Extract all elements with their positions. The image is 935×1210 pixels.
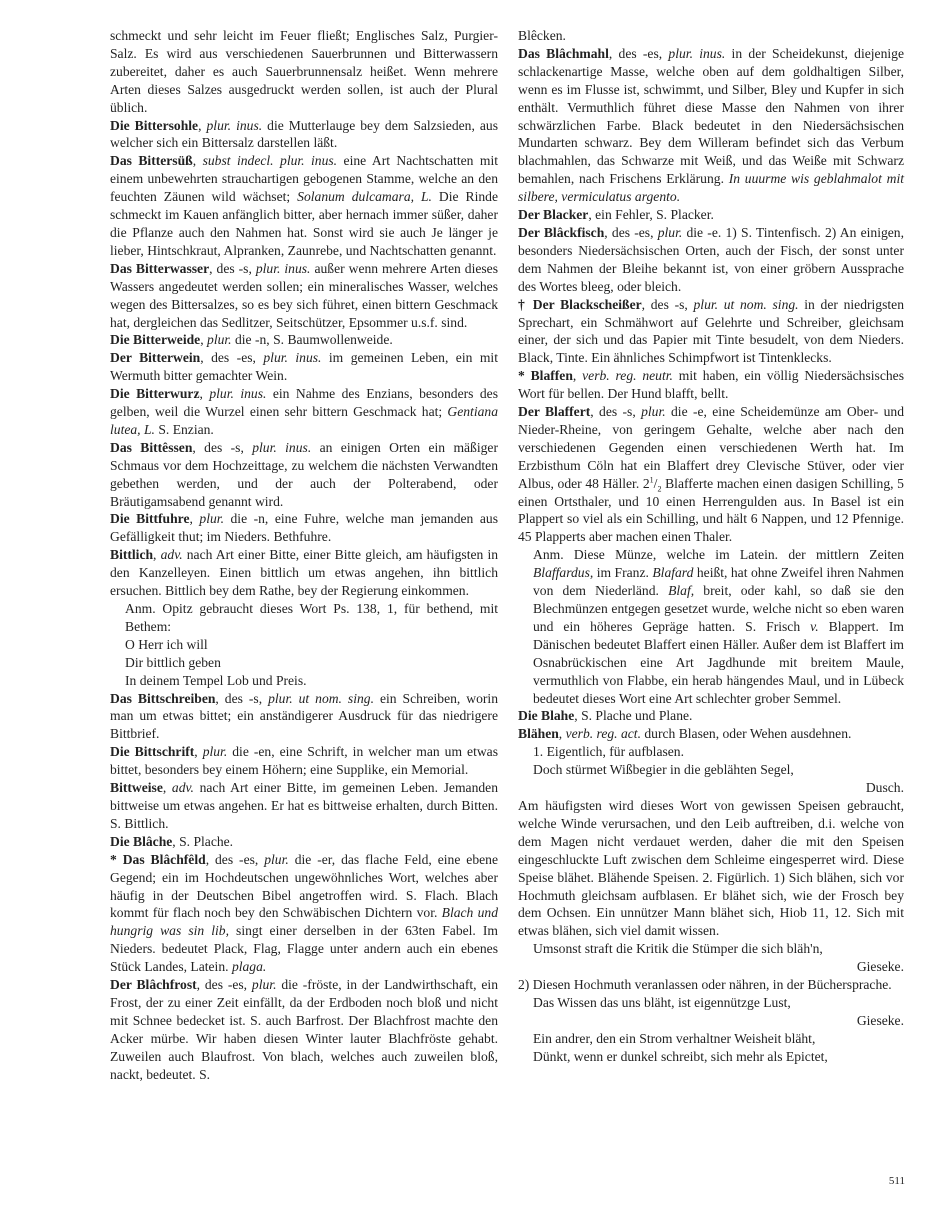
right-column [518,27,904,1066]
dictionary-entry [518,45,904,206]
page-number: 511 [888,1175,905,1187]
dictionary-entry [110,117,498,153]
text-run: ein Nahme des Enzians, besonders des gelben, weil die Wurzel einen sehr bittern Geschmack hat; [110,386,499,420]
dictionary-entry [110,851,498,976]
italic-text: plur. inus. [206,117,263,133]
text-run: breit, oder kahl, so daß sie den Blechmünzen entgegen gesetzet wurde, welche nicht so eben waren und ein höheres Gepräge hatten. S. Frisch [533,583,904,634]
dictionary-entry [518,27,904,45]
quote-source [518,958,904,976]
headword: Das Bittêssen [110,439,193,455]
dictionary-entry [110,27,498,117]
text-run: , S. Plache und Plane. [574,708,693,724]
headword: * Blaffen [518,368,573,384]
dictionary-entry [110,546,498,600]
text-run: nach Art einer Bitte, einer Bitte gleich, am häufigsten in den Kanzelleyen. Einen bittlich um etwas angehen, ihn bittlich ersuchen. Bittlich bey dem Rathe, bey der Regierung einkommen. [110,547,499,599]
italic-text: In uuurme wis geblahmalot mit silbere, vermiculatus argento. [518,171,904,205]
headword: Die Bitterwurz [110,386,200,402]
annotation-paragraph [518,546,904,707]
text-run: , [162,780,172,796]
verse-line [110,636,498,654]
dictionary-entry [518,797,904,940]
text-run: Dusch. [865,780,904,796]
italic-text: plur. [199,511,224,527]
headword: Das Blâchmahl [518,45,609,61]
italic-text: v. [810,618,819,634]
dictionary-entry [518,367,904,403]
headword: Bittlich [110,547,154,563]
text-run: an einigen Orten ein mäßiger Schmaus vor dem Hochzeittage, zu welchem die nächsten Verwandten gebethen werden, und der auch der Polterabend, oder Bräutigamsabend genannt wird. [110,439,498,509]
text-run: in der Scheidekunst, diejenige schlackenartige Masse, welche oben auf dem goldhaltigen Silber, wenn es im Flusse ist, schwimmt, und Silber, Bley und Kupfer in sich enthält. Vermuthlich führet diese Masse den Nahmen von ihrer schwärzlichen Farbe. Black bedeutet in den Niedersächsischen Mundarten schwarz. Bey dem Willeram befindet sich das Verbum blachmahlen, das Schwarze mit Weiß, und das Weiße mit Schwarz bemahlen, nach Frischens Erklärung. [518,45,904,187]
text-run: eine Art Nachtschatten mit einem unbewehrten strauchartigen gebogenen Stamme, welche an den feuchten Zäunen wild wächset; [110,153,499,205]
quote-source [518,779,904,797]
italic-text: Blafard [652,565,694,581]
text-run: , des -s, [641,296,694,312]
text-run: im Franz. [593,565,653,581]
italic-text: Gentiana lutea, L. [110,404,498,437]
text-run: Blappert. Im Dänischen bedeutet Blaffert einen Häller. Außer dem ist Blaffert im Osnabrückischen eine Art Jagdhunde mit breitem Maule, vermuthlich von Flabbe, ein herab hängendes Maul, und in Lübeck bedeutet dieses Wort eine Art schlechter grober Semmel. [533,618,905,706]
text-run: die -e, eine Scheidemünze am Ober- und Nieder-Rheine, von geringem Gehalte, welche aber nach den verschiedenen Gegenden einen verschiedenen Werth hat. Im Erzbisthum Cöln hat ein Blaffert drey Clevische Stüver, oder vier Albus, oder 48 Häller. 2 [518,404,904,491]
headword: Blähen [518,726,559,742]
verse-line [518,1030,904,1048]
sense-paragraph [518,743,904,761]
dictionary-entry [110,385,498,439]
text-run: In deinem Tempel Lob und Preis. [125,672,307,688]
dictionary-entry [110,331,498,349]
verse-line [518,1048,904,1066]
text-run: , des -s, [215,690,269,706]
italic-text: Blaffardus, [533,565,594,581]
text-run: Gieseke. [856,959,904,975]
text-run: singt einer derselben in der 63ten Fabel. Im Nieders. bedeutet Plack, Flag, Flagge unter andern auch ein ebenes Stück Landes, Latein. [110,923,498,975]
text-run: Dünkt, wenn er dunkel schreibt, sich mehr als Epictet, [533,1048,828,1064]
text-run: , des -es, [205,851,265,867]
text-run: Dir bittlich geben [125,654,221,670]
text-run: Ein andrer, den ein Strom verhaltner Weisheit bläht, [533,1030,816,1046]
italic-text: Blaf, [668,583,695,599]
dictionary-entry [518,206,904,224]
text-run: Anm. Diese Münze, welche im Latein. der mittlern Zeiten [533,547,904,563]
text-run: die -e. 1) S. Tintenfisch. 2) An einigen, besonders Niedersächsischen Orten, auch der Fisch, der sonst unter dem Nahmen der Bleihe bekannt ist, von einer gröbern Aussprache des Wortes bleeg, oder bleich. [518,224,905,294]
headword: Die Blahe [518,708,575,724]
headword: Das Bitterwasser [110,260,210,276]
headword: * Das Blâchfêld [110,851,206,867]
text-run: , [194,744,203,760]
text-run: mit haben, ein völlig Niedersächsisches Wort für bellen. Der Hund blafft, bellt. [518,368,904,402]
headword: Bittweise [110,780,163,796]
text-run: Das Wissen das uns bläht, ist eigennützge Lust, [533,994,791,1010]
headword: Der Bitterwein [110,350,201,366]
italic-text: adv. [171,780,194,796]
italic-text: plur. inus. [252,439,312,455]
text-run: Blêcken. [518,28,566,43]
italic-text: plur. [264,851,289,867]
headword: Die Bittersohle [110,117,199,133]
text-run: , [200,332,208,348]
text-run: , des -es, [604,224,658,240]
italic-text: plur. inus. [263,350,322,366]
italic-text: plur. [657,224,683,240]
italic-text: plur. inus. [209,386,267,402]
text-run: , [192,153,203,169]
headword: Der Blâckfisch [518,224,605,240]
text-run: die Mutterlauge bey dem Salzsieden, aus welcher sich ein Bittersalz darstellen läßt. [110,117,498,151]
italic-text: plur. [251,977,277,993]
text-run: heißt, hat ohne Zweifel ihren Nahmen von dem Niederländ. [533,565,904,599]
verse-line [518,994,904,1012]
italic-text: plur. [207,332,232,348]
italic-text: plur. ut nom. sing. [693,296,799,312]
text-run: , [189,511,200,527]
italic-text: plur. [202,744,228,760]
text-run: , [198,117,207,133]
text-run: , ein Fehler, S. Placker. [588,207,714,223]
text-run: Umsonst straft die Kritik die Stümper die sich bläh'n, [533,941,823,957]
text-run: , [199,386,210,402]
text-run: , des -es, [196,977,252,993]
text-run: / [653,475,658,491]
dictionary-entry [518,224,904,296]
dictionary-entry [110,260,498,332]
text-run: 1. Eigentlich, für aufblasen. [533,744,684,760]
verse-line [110,654,498,672]
text-run: Die Rinde schmeckt im Kauen anfänglich bitter, aber hernach immer süßer, daher die Pflanze auch den Nahmen hat. Sonst wird sie auch Je länger je lieber, Hintschkraut, Alpranken, Zaunrebe, und Nachtschatten genannt. [110,189,498,258]
text-run: , des -s, [192,439,253,455]
text-run: nach Art einer Bitte, im gemeinen Leben. Jemanden bittweise um etwas angehen. Er hat es bittweise erhalten, durch Bitten. S. Bittlich. [110,780,498,831]
dictionary-entry [110,349,498,385]
italic-text: adv. [160,547,183,563]
dictionary-entry [110,690,498,744]
italic-text: Solanum dulcamara, L. [297,189,432,205]
text-run: , des -es, [608,45,669,61]
dictionary-entry [110,152,498,259]
text-run: 2) Diesen Hochmuth veranlassen oder nähren, in der Büchersprache. [518,977,892,993]
text-run: , [153,547,161,563]
text-run: im gemeinen Leben, ein mit Wermuth bitter gemachter Wein. [110,350,498,384]
verse-line [518,940,904,958]
text-run: die -n, S. Baumwollenweide. [231,332,393,348]
text-run: schmeckt und sehr leicht im Feuer fließt; Englisches Salz, Purgier-Salz. Es wird aus verschiedenen Sauerbrunnen und Bitterwassern zubereitet, daher es auch Sauerbrunnensalz heißet. Wenn mehrere Arten dieses Salzes ausgedruckt werden sollen, ist auch der Plural üblich. [110,28,498,115]
dictionary-entry [110,439,498,511]
dictionary-entry [518,707,904,725]
italic-text: verb. reg. act. [565,726,641,742]
italic-text: verb. reg. neutr. [582,368,673,384]
dictionary-entry [110,833,498,851]
text-run: außer wenn mehrere Arten dieses Wassers angedeutet werden sollen; ein mineralisches Wasser, welches wegen des Bittersalzes, so es bey sich führet, einen bittern Geschmack hat, dergleichen das Sedlitzer, Seitschützer, Epsommer u.s.f. sind. [110,260,498,330]
text-run: die -er, das flache Feld, eine ebene Gegend; ein im Hochdeutschen ungewöhnliches Wort, welches aber häufig in der Deutschen Bibel angetroffen wird. S. Flach. Blach kommt für flach noch bey den Schwäbischen Dichtern vor. [110,851,498,921]
dictionary-entry [518,725,904,743]
left-column [110,27,498,1083]
italic-text: Blach und hungrig was sin lib, [110,905,498,939]
headword: Das Bittschreiben [110,690,216,706]
headword: Die Bitterweide [110,332,201,348]
text-run: ein Schreiben, worin man um etwas bittet; ein anständigerer Ausdruck für das niedrigere Bittbrief. [110,690,498,742]
italic-text: plur. inus. [255,260,311,276]
text-run: die -en, eine Schrift, in welcher man um etwas bittet, besonders bey einem Höhern; eine Supplike, ein Memorial. [110,744,498,778]
text-run: in der niedrigsten Sprechart, ein Schmähwort auf Gelehrte und Schreiber, gleichsam einer, der sich und das Papier mit Tinte besudelt, von dem Nieders. Black, Tinte. Ein ähnliches Schimpfwort ist Tintenklecks. [518,296,904,366]
dictionary-entry [110,779,498,833]
headword: Die Blâche [110,833,173,849]
italic-text: plaga. [231,959,267,975]
text-run: Anm. Opitz gebraucht dieses Wort Ps. 138, 1, für bethend, mit Bethem: [125,601,498,634]
italic-text: plur. inus. [668,45,726,61]
headword: Der Blacker [518,207,589,223]
text-run: , des -s, [209,260,256,276]
verse-line [110,672,498,690]
text-run: , [572,368,583,384]
text-run: S. Enzian. [154,421,214,437]
quote-source [518,1012,904,1030]
text-run: , S. Plache. [172,833,234,849]
text-run: 2 [657,484,662,494]
headword: Die Bittschrift [110,744,195,760]
text-run: die -n, eine Fuhre, welche man jemanden aus Gefälligkeit thut; im Nieders. Bethfuhre. [110,511,498,545]
italic-text: plur. ut nom. sing. [268,690,374,706]
dictionary-entry [518,403,904,546]
annotation-paragraph [110,600,498,636]
dictionary-entry [110,976,498,1083]
text-run: Am häufigsten wird dieses Wort von gewissen Speisen gebraucht, welche Winde verursachen, und den Leib auftreiben, d.i. welche von dem Magen nicht verdauet werden, daher die mit den Speisen eingeschluckte Luft zwischen dem Schleime eingesperret wird. Diese Speise blähet. Blähende Speisen. 2. Figürlich. 1) Sich blähen, sich vor Hochmuth gleichsam aufblasen. Er blähet sich, wie der Frosch bey dem Ochsen. Ein unnützer Mann blähet sich, Hiob 11, 12. Sich mit etwas blähen, sich viel damit wissen. [518,797,904,939]
italic-text: subst indecl. plur. inus. [202,153,338,169]
dictionary-entry [518,976,904,994]
headword: Die Bittfuhre [110,511,190,527]
headword: † Der Blackscheißer [518,296,642,312]
text-run: Blafferte machen einen dasigen Schilling, 5 einen Ortsthaler, und 10 einen Herrengulden aus. In Basel ist ein Plappert so viel als ein Schilling, und hält 6 Nappen, und 12 Pfennige. 45 Plapperts aber machen einen Thaler. [518,475,904,545]
text-run: die -fröste, in der Landwirthschaft, ein Frost, der zu einer Zeit einfällt, da der Erdboden noch bloß und nicht mit Schnee bedecket ist. S. auch Barfrost. Der Blachfrost machte den Acker mürbe. Wir haben diesen Winter lauter Blachfröste gehabt. Zuweilen auch Blaufrost. Von blach, welches auch zuweilen bloß, nackt, bedeutet. S. [110,977,498,1082]
headword: Der Blaffert [518,404,591,420]
text-run: Doch stürmet Wißbegier in die geblähten Segel, [533,762,794,778]
text-run: durch Blasen, oder Wehen ausdehnen. [640,726,852,742]
text-run: , des -es, [200,350,264,366]
italic-text: plur. [641,404,666,420]
text-run: O Herr ich will [125,636,208,652]
text-run: , [558,726,566,742]
dictionary-entry [518,296,904,368]
dictionary-entry [110,743,498,779]
text-run: , des -s, [590,404,642,420]
text-run: Gieseke. [856,1012,904,1028]
headword: Das Bittersüß [110,153,193,169]
text-run: 1 [649,475,654,485]
verse-line [518,761,904,779]
dictionary-entry [110,510,498,546]
headword: Der Blâchfrost [110,977,197,993]
